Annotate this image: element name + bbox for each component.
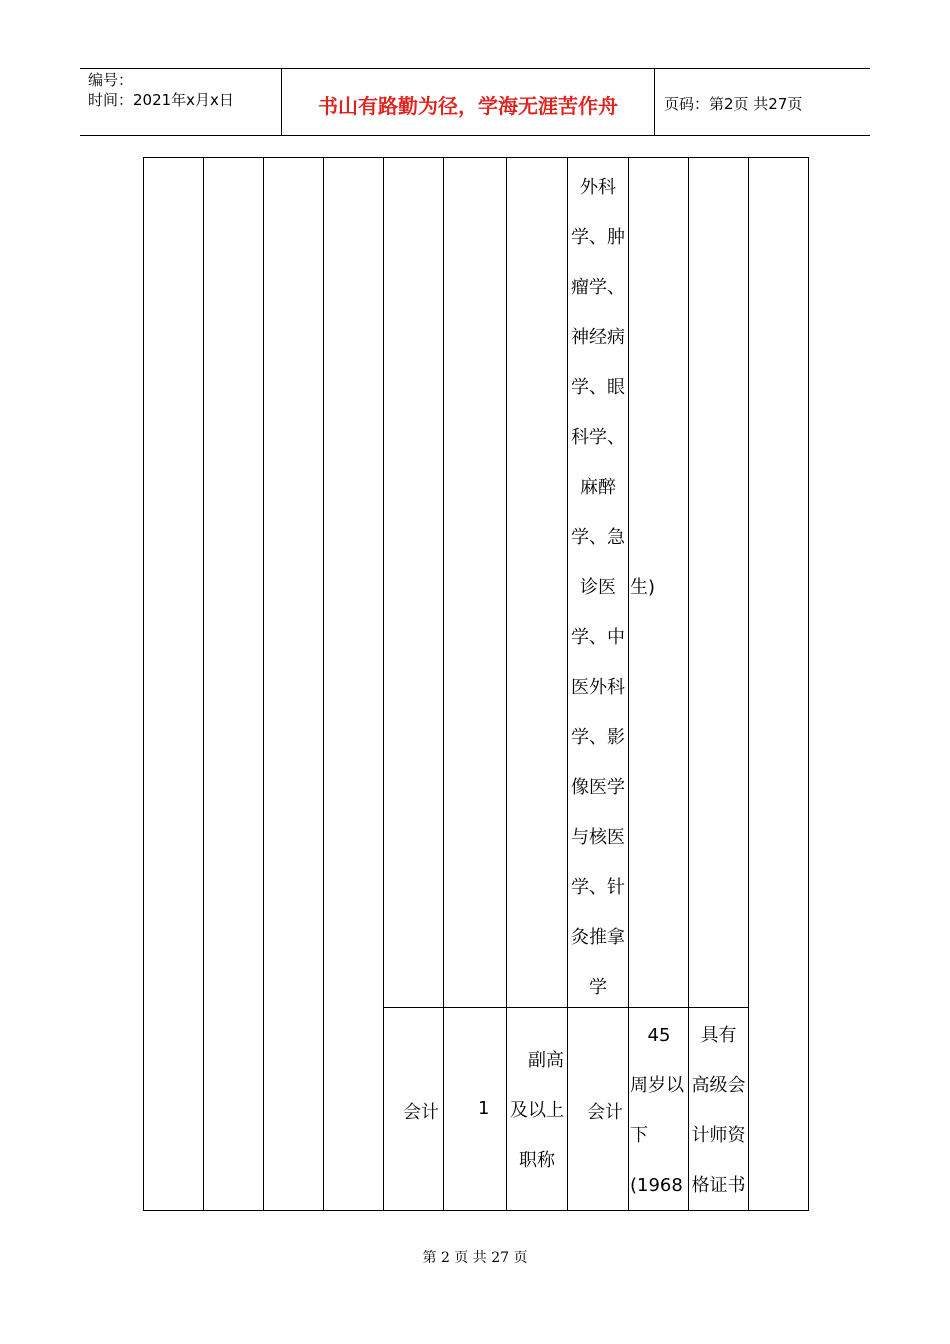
table-col-line: [748, 157, 749, 1211]
title-line: 及以上: [510, 1100, 564, 1121]
age-line: 45: [647, 1025, 671, 1046]
major-line: 学、眼: [571, 377, 625, 398]
major-requirement-cell: 会计: [587, 1102, 623, 1123]
requirement-line: 计师资: [691, 1125, 746, 1146]
table-row-divider: [383, 1007, 749, 1008]
age-line: (1968: [630, 1175, 683, 1196]
document-number-label: 编号：: [88, 71, 134, 89]
major-line: 神经病: [571, 327, 625, 348]
table-col-line: [323, 157, 324, 1211]
page-footer: 第 2 页 共 27 页: [422, 1250, 528, 1266]
requirement-line: 格证书: [691, 1175, 746, 1196]
major-line: 外科: [580, 177, 616, 198]
age-cell-fragment: 生): [630, 577, 656, 598]
position-cell: 会计: [403, 1102, 439, 1123]
document-time-label: 时间：2021年x月x日: [88, 91, 234, 109]
major-line: 学、影: [571, 727, 625, 748]
table-col-line: [143, 157, 144, 1211]
table-col-line: [383, 157, 384, 1211]
table-col-line: [263, 157, 264, 1211]
major-cell: [568, 163, 628, 1013]
major-line: 与核医: [571, 827, 625, 848]
table-col-line: [203, 157, 204, 1211]
title-line: 职称: [519, 1150, 555, 1171]
other-requirement-cell: [689, 1011, 748, 1211]
count-cell: 1: [478, 1098, 490, 1119]
header-bottom-rule: [80, 135, 870, 136]
major-line: 诊医: [580, 577, 616, 598]
major-line: 医外科: [571, 677, 625, 698]
table-col-line: [628, 157, 629, 1211]
header-meta: [88, 70, 234, 110]
major-line: 学: [589, 977, 607, 998]
table-col-line: [808, 157, 809, 1211]
table-col-line: [443, 157, 444, 1211]
requirement-line: 高级会: [691, 1075, 746, 1096]
major-line: 科学、: [571, 427, 625, 448]
major-line: 麻醉: [580, 477, 616, 498]
major-line: 学、针: [571, 877, 625, 898]
title-requirement-cell: [507, 1036, 567, 1186]
major-line: 像医学: [571, 777, 625, 798]
header-top-rule: [80, 68, 870, 69]
age-requirement-cell: [630, 1011, 688, 1211]
age-line: 周岁以: [630, 1075, 684, 1096]
major-line: 灸推拿: [571, 927, 625, 948]
header-motto: 书山有路勤为径，学海无涯苦作舟: [318, 94, 618, 118]
major-line: 学、急: [571, 527, 625, 548]
major-line: 瘤学、: [571, 277, 625, 298]
table-top-border: [143, 157, 809, 158]
major-line: 学、中: [571, 627, 625, 648]
header-page-info: 页码：第2页 共27页: [664, 95, 803, 113]
header-divider-right: [654, 68, 655, 136]
age-line: 下: [630, 1125, 648, 1146]
requirement-line: 具有: [700, 1025, 737, 1046]
title-line: 副高: [528, 1050, 564, 1071]
major-line: 学、肿: [571, 227, 625, 248]
